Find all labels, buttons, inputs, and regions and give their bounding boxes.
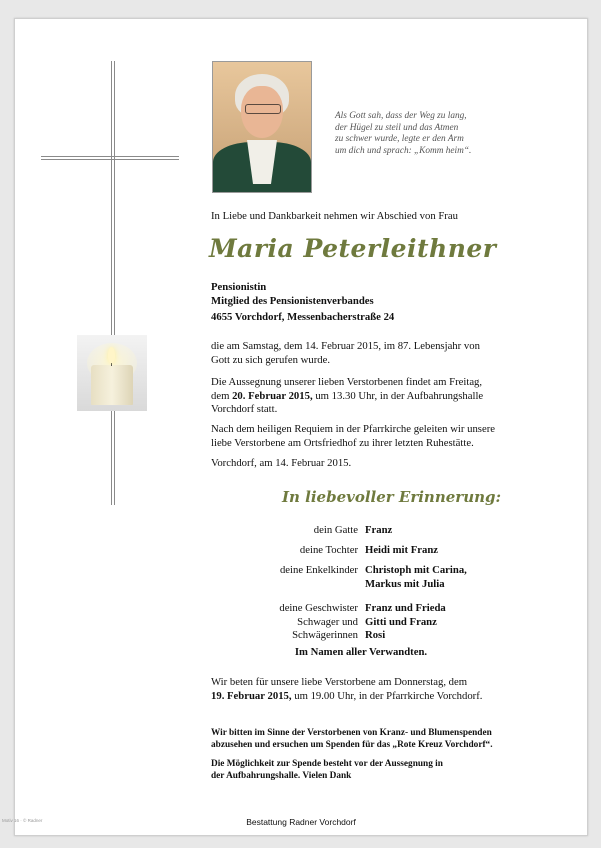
family-value-enkel xyxy=(365,564,467,591)
family-value-tochter: Heidi mit Franz xyxy=(365,544,439,556)
aussegnung-line: Die Aussegnung unserer lieben Verstorbenen findet am Freitag, xyxy=(211,376,483,388)
family-label-enkel: deine Enkelkinder xyxy=(279,564,358,576)
quote-poem xyxy=(335,111,485,157)
donation-request xyxy=(211,727,511,751)
parte-sheet xyxy=(14,18,588,836)
place-date-line: Vorchdorf, am 14. Februar 2015. xyxy=(211,457,352,469)
flame-icon xyxy=(108,347,115,363)
donation-line: Wir bitten im Sinne der Verstorbenen von Kranz- und Blumenspenden xyxy=(211,728,492,738)
address-line: 4655 Vorchdorf, Messenbacherstraße 24 xyxy=(211,311,395,323)
geschwister-label: deine Geschwister xyxy=(279,602,358,614)
prayer-line: Wir beten für unsere liebe Verstorbene am Donnerstag, dem xyxy=(211,676,468,688)
prayer-line xyxy=(211,690,511,704)
all-relatives: Im Namen aller Verwandten. xyxy=(294,646,428,658)
cross-vertical-line-2 xyxy=(114,61,115,505)
photo-glasses xyxy=(245,104,281,114)
aussegnung-line: Vorchdorf statt. xyxy=(211,403,278,415)
aussegnung-text: dem xyxy=(211,389,233,402)
enkel-line: Markus mit Julia xyxy=(365,577,445,590)
donation-line: der Aufbahrungshalle. Vielen Dank xyxy=(211,771,352,781)
aussegnung-notice xyxy=(211,376,511,417)
quote-line: Als Gott sah, dass der Weg zu lang, xyxy=(335,111,467,121)
schwaegerinnen-label: Schwägerinnen xyxy=(292,629,358,641)
aussegnung-date: 20. Februar 2015, xyxy=(232,389,313,402)
death-line: Gott zu sich gerufen wurde. xyxy=(211,353,331,366)
portrait-photo xyxy=(212,61,312,193)
family-label-geschwister xyxy=(211,602,358,643)
donation-line: Die Möglichkeit zur Spende besteht vor der Aussegnung in xyxy=(211,759,443,769)
geschwister-value: Franz und Frieda xyxy=(365,602,446,614)
donation-info xyxy=(211,758,511,782)
quote-line: zu schwer wurde, legte er den Arm xyxy=(335,134,464,144)
requiem-notice xyxy=(211,423,511,450)
schwager-label: Schwager und xyxy=(297,615,358,628)
family-value-gatte: Franz xyxy=(365,524,393,536)
deceased-name: Maria Peterleithner xyxy=(209,234,497,263)
prayer-notice xyxy=(211,676,511,703)
aussegnung-line xyxy=(211,390,511,404)
family-label-gatte: dein Gatte xyxy=(313,524,358,536)
candle-image xyxy=(77,335,147,411)
prayer-date: 19. Februar 2015, xyxy=(211,689,292,702)
requiem-line: Nach dem heiligen Requiem in der Pfarrkirche geleiten wir unsere xyxy=(211,423,496,435)
cross-horizontal-line-2 xyxy=(41,159,179,160)
requiem-line: liebe Verstorbene am Ortsfriedhof zu ihrer letzten Ruhestätte. xyxy=(211,436,474,449)
aussegnung-text: um 13.30 Uhr, in der Aufbahrungshalle xyxy=(312,389,484,402)
intro-text: In Liebe und Dankbarkeit nehmen wir Abschied von Frau xyxy=(211,210,458,222)
titles-block xyxy=(211,281,511,308)
death-line: die am Samstag, dem 14. Februar 2015, im 87. Lebensjahr von xyxy=(211,340,480,352)
cross-horizontal-line xyxy=(41,156,179,157)
candle-icon xyxy=(91,365,133,405)
quote-line: der Hügel zu steil und das Atmen xyxy=(335,122,459,133)
place-date xyxy=(211,457,511,471)
memory-heading: In liebevoller Erinnerung: xyxy=(282,488,502,506)
funeral-home-footer: Bestattung Radner Vorchdorf xyxy=(246,817,356,827)
tiny-print: Motiv 16 · © Radner xyxy=(2,818,43,823)
address xyxy=(211,311,511,325)
quote-line: um dich und sprach: „Komm heim“. xyxy=(335,145,472,156)
cross-vertical-line xyxy=(111,61,112,505)
death-notice xyxy=(211,340,511,367)
schwager-value: Gitti und Franz xyxy=(365,615,437,628)
title-line: Pensionistin xyxy=(211,281,267,293)
schwaegerinnen-value: Rosi xyxy=(365,629,386,641)
prayer-text: um 19.00 Uhr, in der Pfarrkirche Vorchdorf. xyxy=(291,689,483,702)
donation-line: abzusehen und ersuchen um Spenden für das „Rote Kreuz Vorchdorf“. xyxy=(211,740,493,750)
family-value-geschwister xyxy=(365,602,446,643)
enkel-line: Christoph mit Carina, xyxy=(365,564,467,576)
family-label-tochter: deine Tochter xyxy=(299,544,358,556)
title-line: Mitglied des Pensionistenverbandes xyxy=(211,294,374,307)
